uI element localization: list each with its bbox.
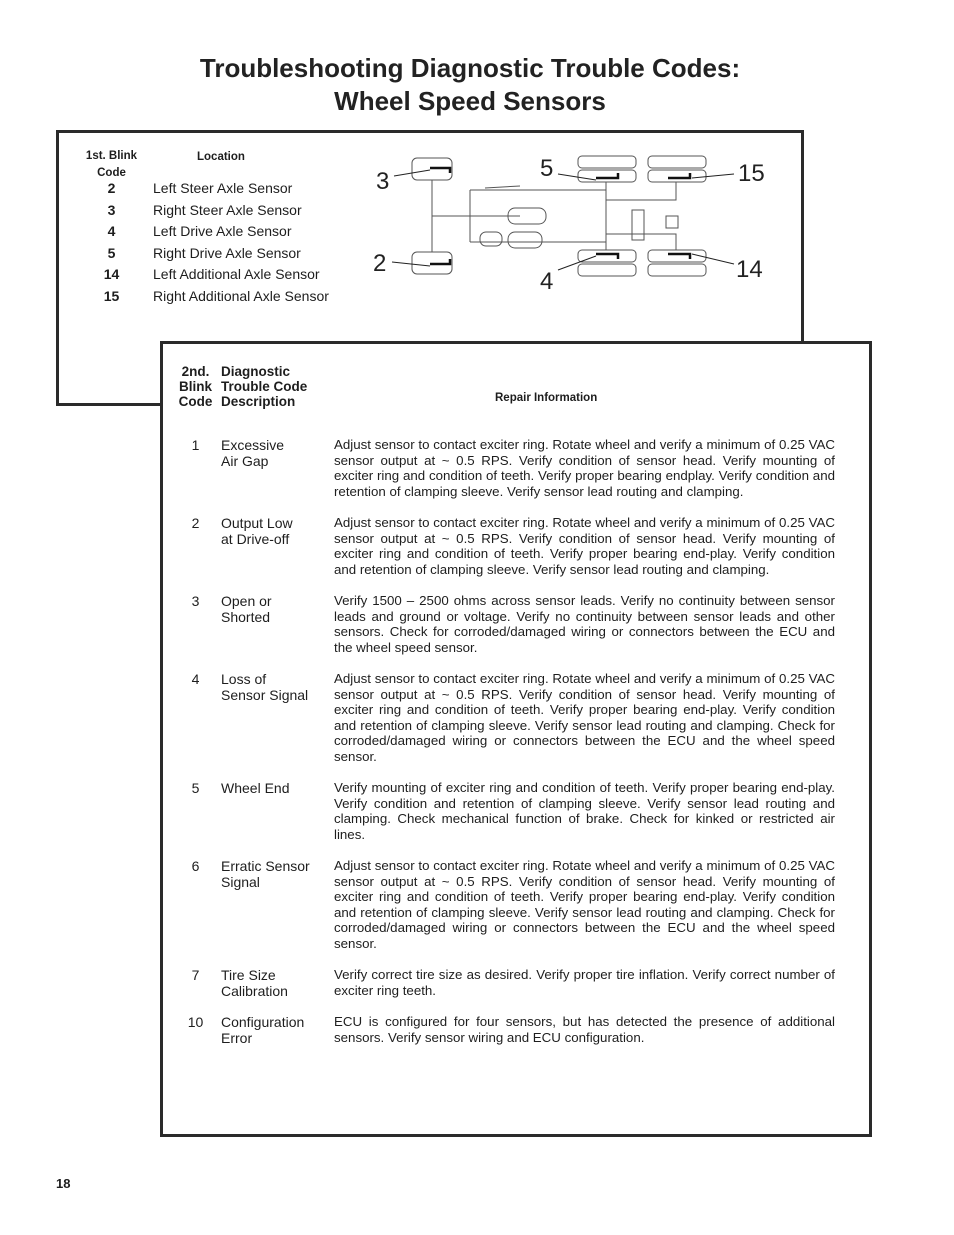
sensor-location: Left Additional Axle Sensor — [153, 266, 320, 283]
sensor-location: Right Steer Axle Sensor — [153, 201, 302, 218]
sensor-mark-15 — [668, 173, 690, 178]
header-text: 2nd. — [181, 364, 210, 379]
blink-code: 2 — [191, 515, 200, 531]
sensor-mark-4 — [596, 254, 618, 259]
code-description — [221, 780, 329, 796]
header-text: 1st. Blink — [85, 150, 138, 162]
tire-right-additional-outer — [648, 156, 706, 168]
valve — [666, 216, 678, 228]
description-line: Loss of — [221, 671, 267, 687]
code-description — [221, 671, 329, 703]
description-line: at Drive-off — [221, 531, 290, 547]
page-title — [0, 52, 940, 118]
sensor-location: Right Drive Axle Sensor — [153, 244, 301, 261]
code-description — [221, 967, 329, 999]
description-line: Output Low — [221, 515, 293, 531]
sensor-mark-14 — [668, 254, 690, 259]
location-header: Location — [197, 151, 245, 163]
description-header — [221, 364, 307, 409]
blink-code: 4 — [191, 671, 200, 687]
blink-code: 5 — [107, 244, 116, 261]
header-text: Code — [97, 167, 126, 179]
tire-right-drive-outer — [578, 156, 636, 168]
leader-line — [392, 262, 430, 266]
second-blink-code-header — [173, 364, 218, 409]
sensor-location: Left Drive Axle Sensor — [153, 223, 292, 240]
blink-code: 3 — [107, 201, 116, 218]
blink-code: 6 — [191, 858, 200, 874]
description-line: Error — [221, 1030, 253, 1046]
air-lines — [485, 186, 520, 188]
sensor-label-14: 14 — [736, 256, 763, 283]
blink-code: 14 — [103, 266, 120, 283]
tire-right-drive-inner — [578, 170, 636, 182]
air-lines — [550, 182, 606, 250]
sensor-label-2: 2 — [373, 250, 387, 277]
description-line: Calibration — [221, 983, 288, 999]
description-line: Excessive — [221, 437, 285, 453]
second-blink-code-box — [160, 341, 872, 1137]
leader-line — [692, 174, 734, 178]
sensor-mark-2 — [430, 259, 450, 264]
description-line: Configuration — [221, 1014, 305, 1030]
sensor-location: Left Steer Axle Sensor — [153, 180, 293, 196]
page-number: 18 — [56, 1176, 71, 1191]
repair-information: ECU is configured for four sensors, but has detected the presence of additional sensors. Verify sensor wiring and ECU configuration. — [334, 1014, 835, 1045]
code-description — [221, 1014, 329, 1046]
sensor-label-3: 3 — [376, 168, 390, 195]
first-blink-code-header — [79, 148, 144, 182]
description-line: Wheel End — [221, 780, 290, 796]
description-line: Signal — [221, 874, 260, 890]
code-description — [221, 515, 329, 547]
blink-code: 15 — [103, 288, 120, 304]
description-line: Open or — [221, 593, 272, 609]
description-line: Erratic Sensor — [221, 858, 310, 874]
repair-information: Adjust sensor to contact exciter ring. Rotate wheel and verify a minimum of 0.25 VAC sensor output at ~ 0.5 RPS. Verify condition of sensor head. Verify mounting of exciter ring and condition of teeth. Verify proper bearing endplay. Verify condition and retention of clamping sleeve. Verify sensor lead routing and clamping. — [334, 437, 835, 499]
air-lines — [432, 180, 550, 252]
sensor-label-15: 15 — [738, 160, 765, 187]
sensor-location: Right Additional Axle Sensor — [153, 288, 329, 304]
code-description — [221, 858, 329, 890]
repair-information-header: Repair Information — [495, 392, 598, 404]
code-description — [221, 437, 329, 469]
blink-code: 3 — [191, 593, 200, 609]
blink-code: 1 — [191, 437, 200, 453]
repair-information: Adjust sensor to contact exciter ring. Rotate wheel and verify a minimum of 0.25 VAC sensor output at ~ 0.5 RPS. Verify condition of sensor head. Verify mounting of exciter ring and condition of teeth. Verify proper bearing end-play. Verify condition and retention of clamping sleeve. Verify sensor lead routing and clamping. — [334, 515, 835, 577]
air-tank — [480, 232, 502, 246]
header-text: Trouble Code — [221, 379, 308, 394]
blink-code: 4 — [107, 223, 116, 240]
leader-line — [558, 256, 596, 270]
blink-code: 7 — [191, 967, 200, 983]
repair-information: Verify mounting of exciter ring and condition of teeth. Verify proper bearing end-play. Verify condition and retention of clamping sleeve. Verify sensor lead routing and clamping. Check mechanical function of brake. Check for kinked or restricted air lines. — [334, 780, 835, 842]
sensor-label-4: 4 — [540, 268, 554, 290]
sensor-label-5: 5 — [540, 155, 554, 182]
blink-code: 10 — [187, 1014, 204, 1030]
air-tank — [508, 232, 542, 248]
header-text: Description — [221, 394, 296, 409]
sensor-mark-5 — [596, 173, 618, 178]
description-line: Sensor Signal — [221, 687, 309, 703]
repair-information: Verify correct tire size as desired. Verify proper tire inflation. Verify correct number of exciter ring teeth. — [334, 967, 835, 998]
tire-left-additional-inner — [648, 250, 706, 262]
tire-left-additional-outer — [648, 264, 706, 276]
header-text: Blink — [178, 379, 212, 394]
code-description — [221, 593, 329, 625]
header-text: Diagnostic — [221, 364, 291, 379]
repair-information: Verify 1500 – 2500 ohms across sensor leads. Verify no continuity between sensor leads and ground or voltage. Verify no continuity between sensor leads and other sensors. Check for corroded/damaged wiring or connectors between the ECU and the wheel speed sensor. — [334, 593, 835, 655]
blink-code: 2 — [107, 180, 116, 196]
description-line: Air Gap — [221, 453, 269, 469]
description-line: Tire Size — [221, 967, 276, 983]
leader-line — [558, 174, 596, 180]
repair-information: Adjust sensor to contact exciter ring. Rotate wheel and verify a minimum of 0.25 VAC sensor output at ~ 0.5 RPS. Verify condition of sensor head. Verify mounting of exciter ring and condition of teeth. Verify proper bearing end-play. Verify condition and retention of clamping sleeve. Verify sensor lead routing and clamping. Check for corroded/damaged wiring or connectors between the ECU and the wheel speed sensor. — [334, 671, 835, 764]
drive-axle-modulator — [632, 210, 644, 240]
description-line: Shorted — [221, 609, 271, 625]
blink-code: 5 — [191, 780, 200, 796]
tire-left-drive-outer — [578, 264, 636, 276]
page-title-line1: Troubleshooting Diagnostic Trouble Codes: — [199, 53, 741, 83]
vehicle-sensor-diagram — [370, 150, 780, 290]
tire-left-drive-inner — [578, 250, 636, 262]
tire-right-additional-inner — [648, 170, 706, 182]
repair-information: Adjust sensor to contact exciter ring. Rotate wheel and verify a minimum of 0.25 VAC sensor output at ~ 0.5 RPS. Verify condition of sensor head. Verify mounting of exciter ring and condition of teeth. Verify proper bearing end-play. Verify condition and retention of clamping sleeve. Verify sensor lead routing and clamping. Check for corroded/damaged wiring or connectors between the ECU and the wheel speed sensor. — [334, 858, 835, 951]
sensor-mark-3 — [430, 168, 450, 173]
header-text: Code — [178, 394, 213, 409]
page-title-line2: Wheel Speed Sensors — [334, 86, 606, 116]
